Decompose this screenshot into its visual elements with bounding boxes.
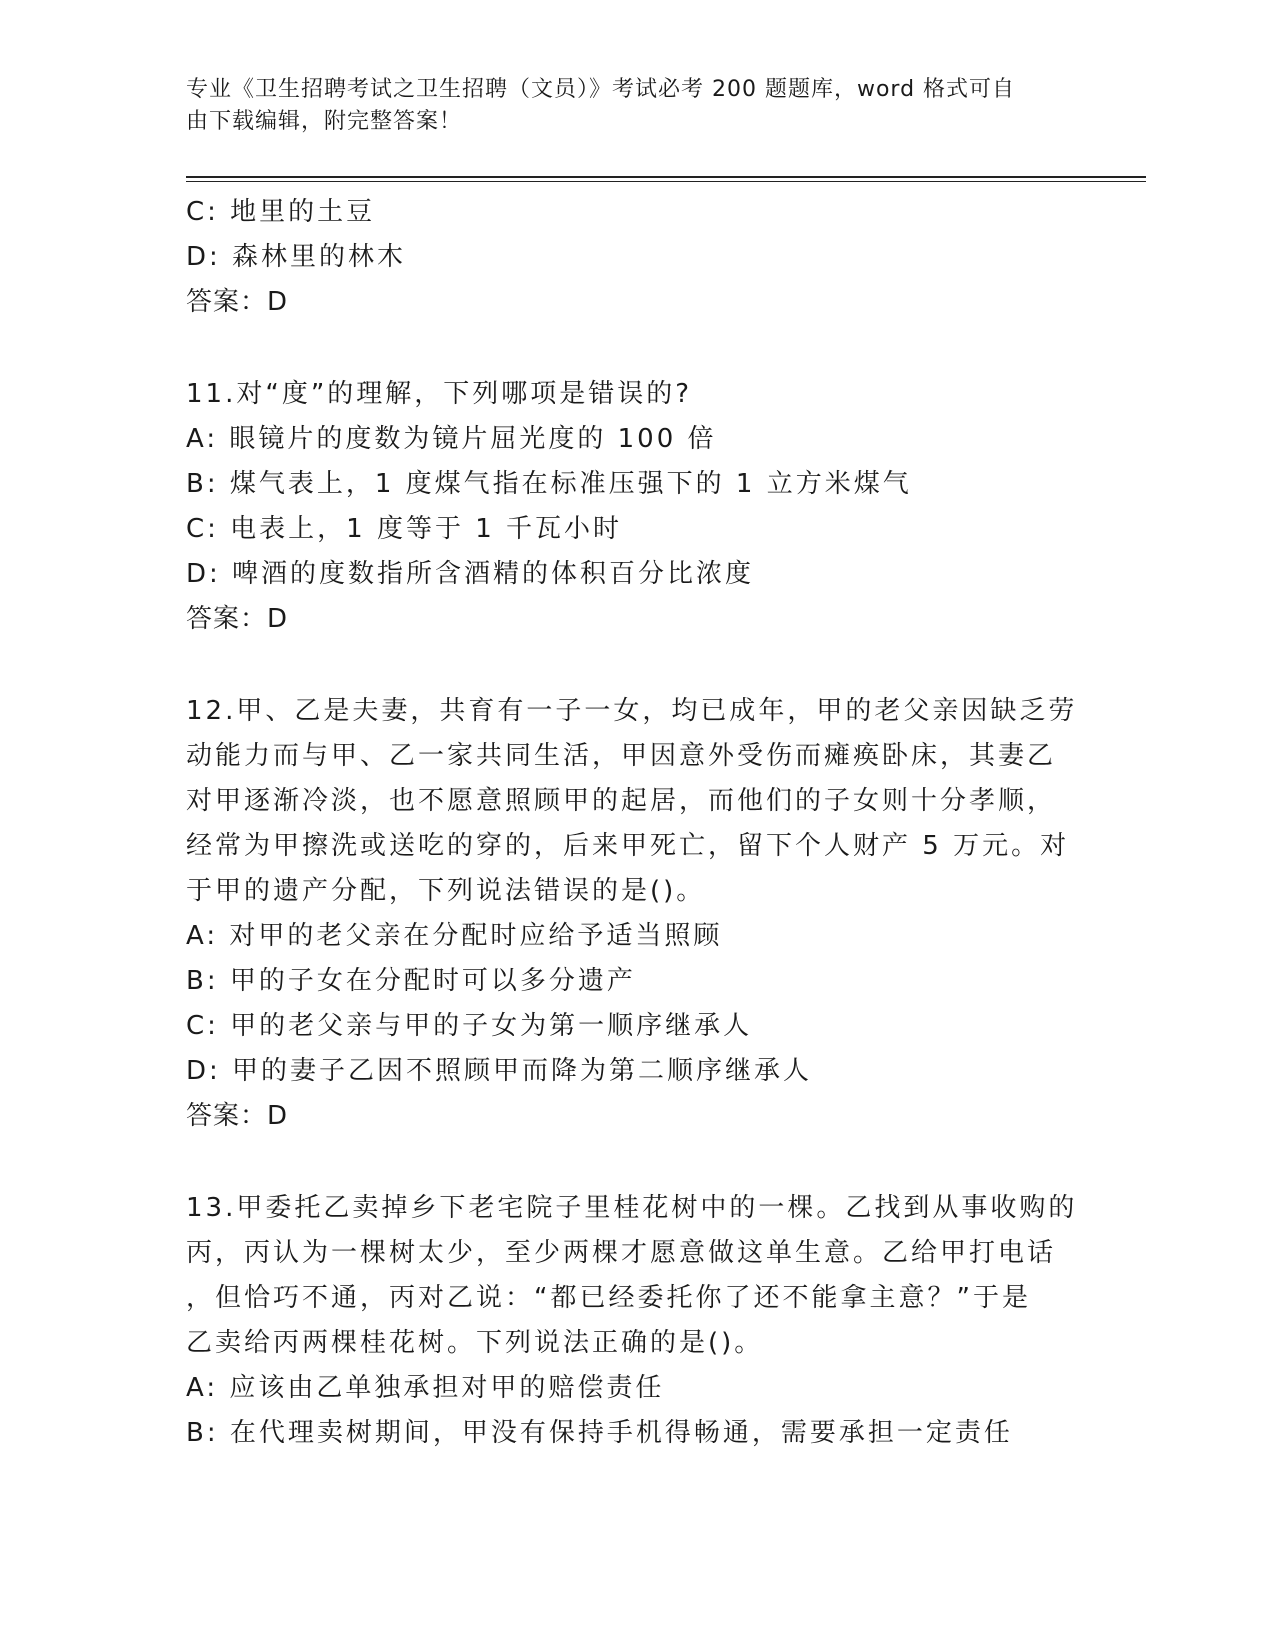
question-stem-line: 对甲逐渐冷淡，也不愿意照顾甲的起居，而他们的子女则十分孝顺， bbox=[186, 786, 1057, 816]
question-10 bbox=[186, 190, 1066, 325]
question-stem-line: 13.甲委托乙卖掉乡下老宅院子里桂花树中的一棵。乙找到从事收购的 bbox=[186, 1193, 1078, 1223]
question-11 bbox=[186, 372, 1066, 642]
question-stem-line: 经常为甲擦洗或送吃的穿的，后来甲死亡，留下个人财产 5 万元。对 bbox=[186, 831, 1070, 861]
header-divider-thick bbox=[186, 176, 1146, 178]
option-a: A: 眼镜片的度数为镜片屈光度的 100 倍 bbox=[186, 424, 717, 454]
spacer bbox=[186, 325, 1066, 372]
option-a: A: 对甲的老父亲在分配时应给予适当照顾 bbox=[186, 921, 723, 951]
question-stem-line: ，但恰巧不通，丙对乙说：“都已经委托你了还不能拿主意？”于是 bbox=[186, 1283, 1031, 1313]
option-d: D: 甲的妻子乙因不照顾甲而降为第二顺序继承人 bbox=[186, 1056, 813, 1086]
option-d: D: 啤酒的度数指所含酒精的体积百分比浓度 bbox=[186, 559, 755, 589]
question-stem-line: 乙卖给丙两棵桂花树。下列说法正确的是()。 bbox=[186, 1328, 764, 1358]
option-b: B: 甲的子女在分配时可以多分遗产 bbox=[186, 966, 636, 996]
document-header bbox=[186, 74, 1076, 138]
question-12 bbox=[186, 689, 1078, 1139]
question-stem-line: 丙，丙认为一棵树太少，至少两棵才愿意做这单生意。乙给甲打电话 bbox=[186, 1238, 1057, 1268]
answer: 答案：D bbox=[186, 604, 289, 634]
answer: 答案：D bbox=[186, 287, 289, 317]
spacer bbox=[186, 1139, 1066, 1186]
header-line-2: 由下载编辑，附完整答案！ bbox=[186, 109, 463, 134]
option-a: A: 应该由乙单独承担对甲的赔偿责任 bbox=[186, 1373, 665, 1403]
option-b: B: 在代理卖树期间，甲没有保持手机得畅通，需要承担一定责任 bbox=[186, 1418, 1013, 1448]
question-stem: 11.对“度”的理解，下列哪项是错误的? bbox=[186, 379, 693, 409]
option-d: D: 森林里的林木 bbox=[186, 242, 407, 272]
option-c: C: 电表上，1 度等于 1 千瓦小时 bbox=[186, 514, 623, 544]
header-line-1: 专业《卫生招聘考试之卫生招聘（文员）》考试必考 200 题题库，word 格式可自 bbox=[186, 77, 1016, 102]
header-divider-thin bbox=[186, 181, 1146, 182]
option-c: C: 甲的老父亲与甲的子女为第一顺序继承人 bbox=[186, 1011, 753, 1041]
option-c: C: 地里的土豆 bbox=[186, 197, 376, 227]
question-13 bbox=[186, 1186, 1078, 1456]
question-stem-line: 于甲的遗产分配，下列说法错误的是()。 bbox=[186, 876, 706, 906]
question-stem-line: 12.甲、乙是夫妻，共育有一子一女，均已成年，甲的老父亲因缺乏劳 bbox=[186, 696, 1078, 726]
answer: 答案：D bbox=[186, 1101, 289, 1131]
question-stem-line: 动能力而与甲、乙一家共同生活，甲因意外受伤而瘫痪卧床，其妻乙 bbox=[186, 741, 1057, 771]
option-b: B: 煤气表上，1 度煤气指在标准压强下的 1 立方米煤气 bbox=[186, 469, 912, 499]
spacer bbox=[186, 642, 1066, 689]
question-content bbox=[186, 190, 1078, 1456]
